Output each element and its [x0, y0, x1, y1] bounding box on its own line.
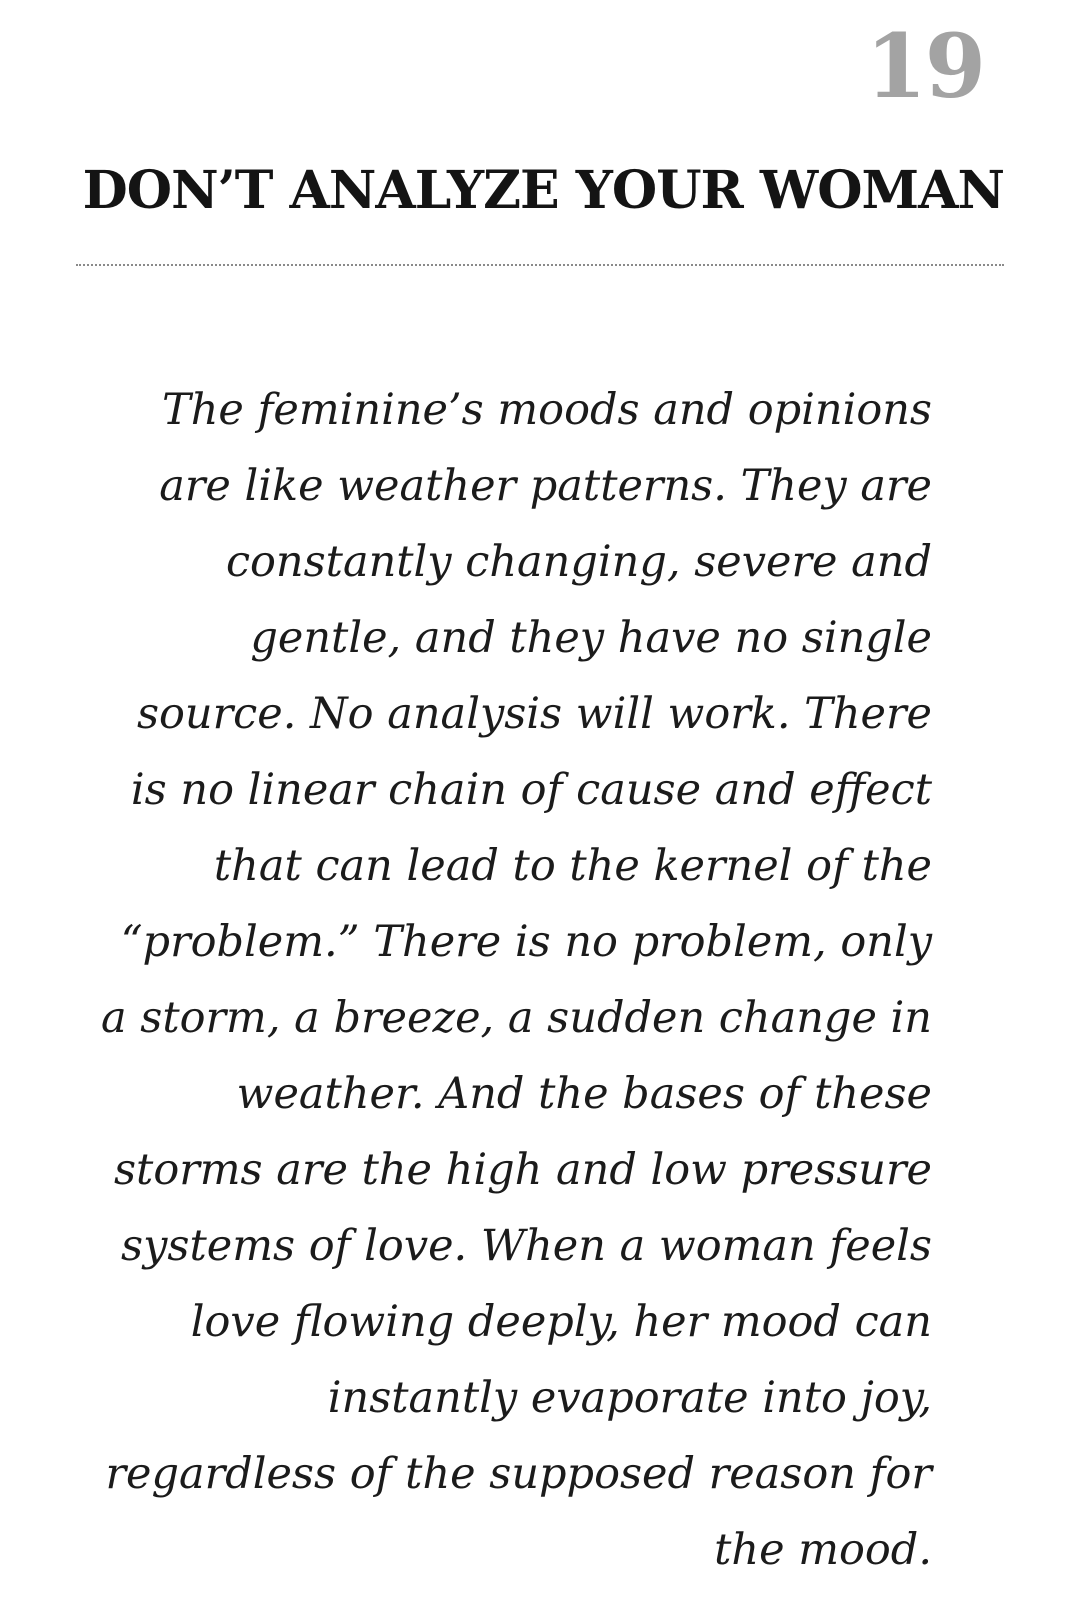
- text-line: storms are the high and low pressure: [113, 1145, 932, 1195]
- text-line: love flowing deeply, her mood can: [190, 1297, 932, 1347]
- body-paragraph: [80, 372, 932, 1588]
- page-number: 19: [865, 14, 984, 118]
- text-line: a storm, a breeze, a sudden change in: [100, 993, 932, 1043]
- text-line: weather. And the bases of these: [236, 1069, 932, 1119]
- text-line: gentle, and they have no single: [250, 613, 932, 663]
- text-line: instantly evaporate into joy,: [327, 1373, 932, 1423]
- text-line: The feminine’s moods and opinions: [162, 385, 932, 435]
- chapter-title: DON’T ANALYZE YOUR WOMAN: [82, 160, 1004, 221]
- text-line: is no linear chain of cause and effect: [130, 765, 932, 815]
- text-line: regardless of the supposed reason for: [105, 1449, 932, 1499]
- text-line: are like weather patterns. They are: [159, 461, 932, 511]
- text-line: “problem.” There is no problem, only: [120, 917, 932, 967]
- text-line: source. No analysis will work. There: [136, 689, 932, 739]
- dotted-divider: [76, 264, 1004, 266]
- text-line: that can lead to the kernel of the: [213, 841, 932, 891]
- text-line: systems of love. When a woman feels: [121, 1221, 932, 1271]
- text-line: constantly changing, severe and: [225, 537, 932, 587]
- text-line: the mood.: [714, 1525, 932, 1575]
